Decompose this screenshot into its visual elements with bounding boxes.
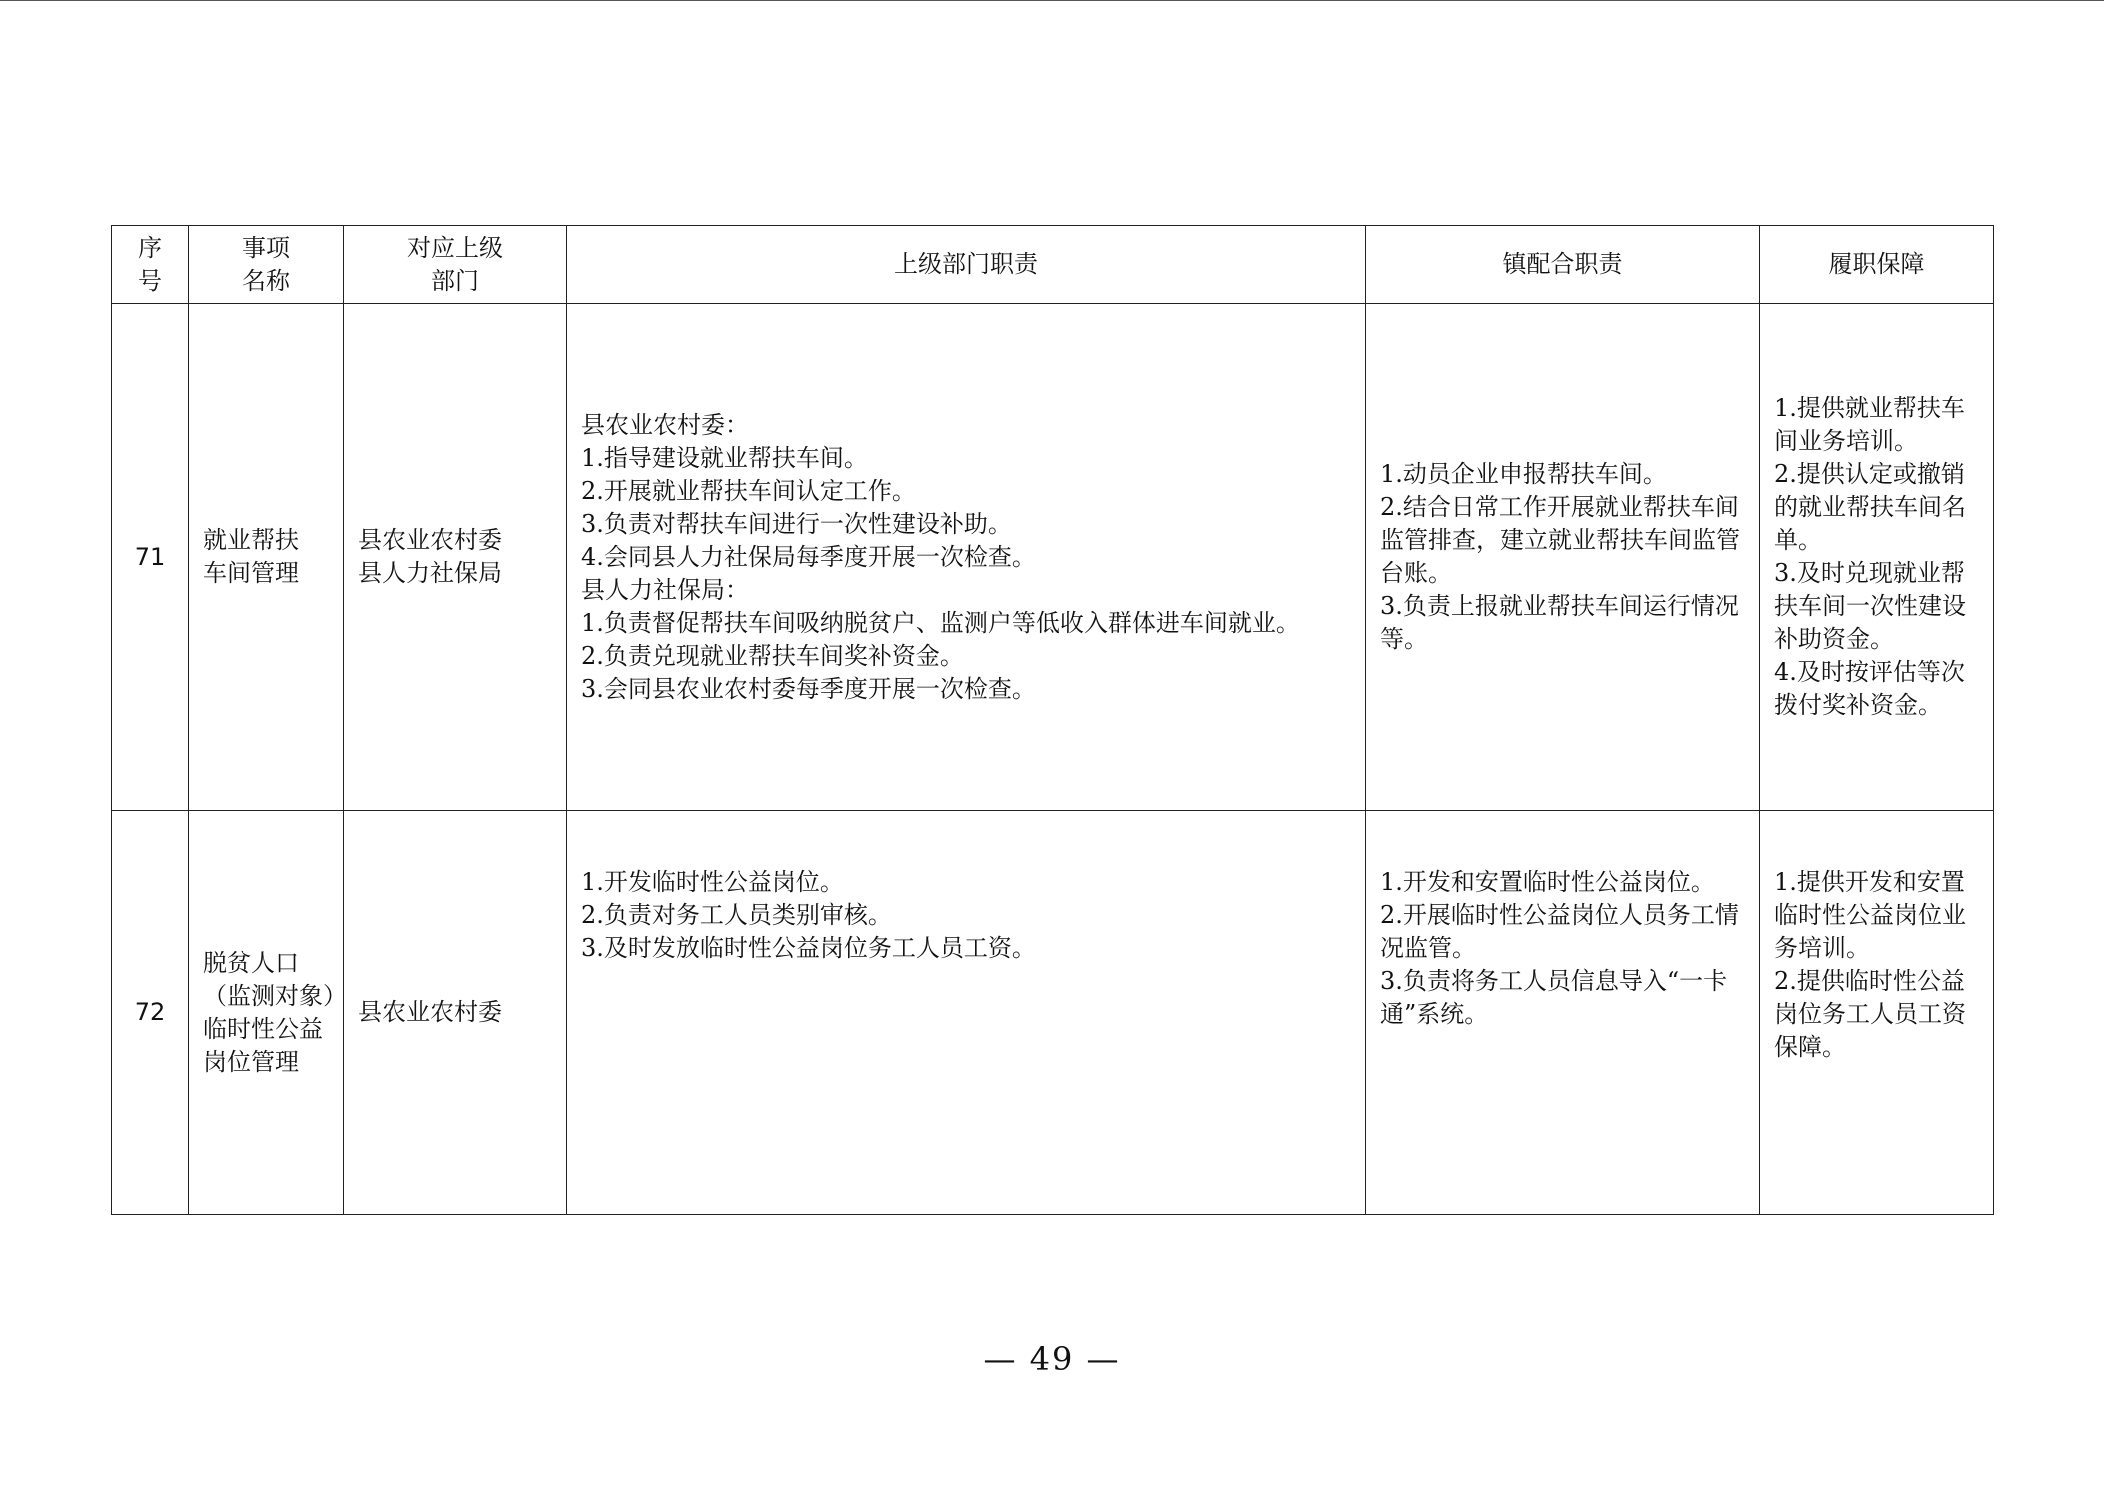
- row-upper-department: 县农业农村委 县人力社保局: [344, 304, 567, 811]
- row-serial-number: 71: [112, 304, 189, 811]
- table-header-row: [112, 226, 1994, 304]
- row-item-name: 脱贫人口（监测对象）临时性公益岗位管理: [189, 811, 344, 1215]
- row-guarantee: 1.提供就业帮扶车间业务培训。 2.提供认定或撤销的就业帮扶车间名单。 3.及时兑现就业帮扶车间一次性建设补助资金。 4.及时按评估等次拨付奖补资金。: [1760, 304, 1994, 811]
- header-item-name: 事项 名称: [189, 226, 344, 304]
- page-number: — 49 —: [983, 1340, 1121, 1378]
- table-row: [112, 304, 1994, 811]
- header-upper-duties: 上级部门职责: [567, 226, 1366, 304]
- header-serial-number: 序 号: [112, 226, 189, 304]
- table-row: [112, 811, 1994, 1215]
- row-upper-duties: 县农业农村委： 1.指导建设就业帮扶车间。 2.开展就业帮扶车间认定工作。 3.负责对帮扶车间进行一次性建设补助。 4.会同县人力社保局每季度开展一次检查。 县人力社保局： 1.负责督促帮扶车间吸纳脱贫户、监测户等低收入群体进车间就业。 2.负责兑现就业帮扶车间奖补资金。 3.会同县农业农村委每季度开展一次检查。: [567, 304, 1366, 811]
- row-town-duties: 1.动员企业申报帮扶车间。 2.结合日常工作开展就业帮扶车间监管排查，建立就业帮扶车间监管台账。 3.负责上报就业帮扶车间运行情况等。: [1366, 304, 1760, 811]
- top-border-line: [0, 0, 2104, 1]
- row-town-duties: 1.开发和安置临时性公益岗位。 2.开展临时性公益岗位人员务工情况监管。 3.负责将务工人员信息导入“一卡通”系统。: [1366, 811, 1760, 1215]
- row-upper-department: 县农业农村委: [344, 811, 567, 1215]
- row-guarantee: 1.提供开发和安置临时性公益岗位业务培训。 2.提供临时性公益岗位务工人员工资保障。: [1760, 811, 1994, 1215]
- header-upper-department: 对应上级 部门: [344, 226, 567, 304]
- row-serial-number: 72: [112, 811, 189, 1215]
- row-upper-duties: 1.开发临时性公益岗位。 2.负责对务工人员类别审核。 3.及时发放临时性公益岗位务工人员工资。: [567, 811, 1366, 1215]
- row-item-name: 就业帮扶 车间管理: [189, 304, 344, 811]
- header-guarantee: 履职保障: [1760, 226, 1994, 304]
- duty-table: [111, 225, 1994, 1215]
- header-town-duties: 镇配合职责: [1366, 226, 1760, 304]
